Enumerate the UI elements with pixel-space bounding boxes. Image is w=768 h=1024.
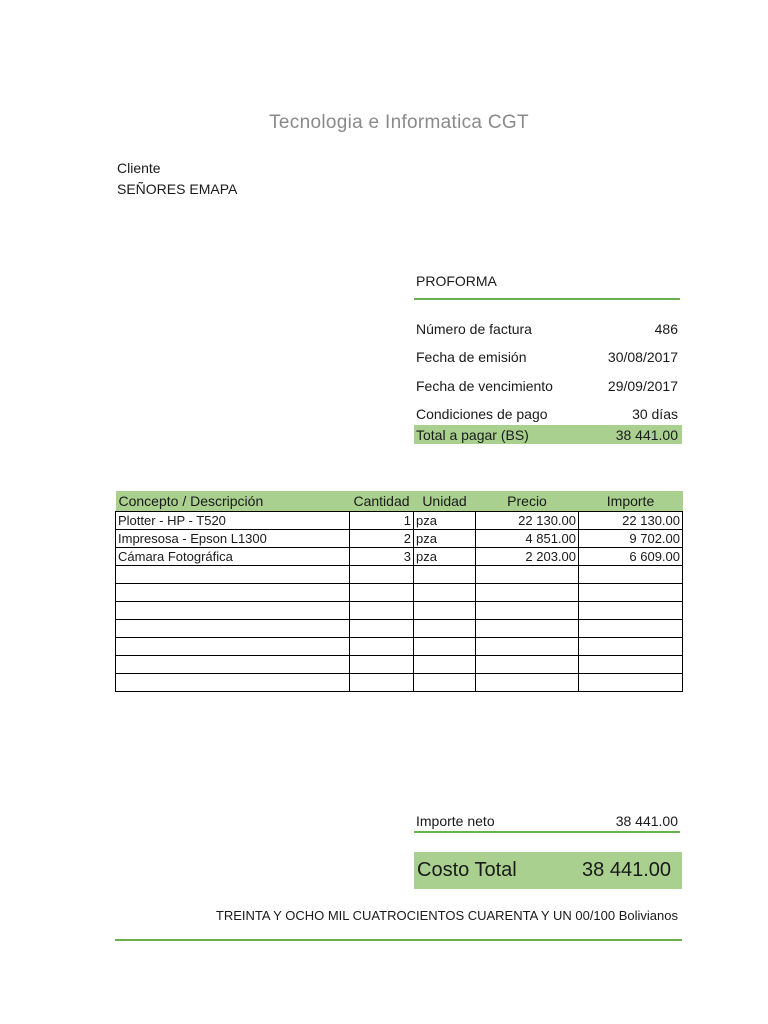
cell-concepto: Cámara Fotográfica (116, 548, 350, 566)
header-cantidad: Cantidad (350, 491, 414, 512)
header-unidad: Unidad (414, 491, 476, 512)
header-concepto: Concepto / Descripción (116, 491, 350, 512)
invoice-number-label: Número de factura (416, 321, 532, 337)
cell-importe (579, 620, 683, 638)
cell-importe (579, 674, 683, 692)
header-importe: Importe (579, 491, 683, 512)
payment-terms-row (416, 406, 678, 422)
total-cost-band (414, 852, 682, 889)
proforma-heading: PROFORMA (416, 273, 497, 289)
cell-importe (579, 584, 683, 602)
cell-importe (579, 566, 683, 584)
cell-unidad (414, 584, 476, 602)
table-row (116, 548, 683, 566)
cell-cantidad (350, 566, 414, 584)
cell-cantidad (350, 674, 414, 692)
due-date-row (416, 378, 678, 394)
cell-importe: 6 609.00 (579, 548, 683, 566)
footer-divider (115, 939, 682, 941)
table-row (116, 530, 683, 548)
cell-cantidad (350, 656, 414, 674)
cell-precio (476, 584, 579, 602)
client-label: Cliente (117, 160, 161, 176)
cell-importe: 9 702.00 (579, 530, 683, 548)
cell-precio (476, 638, 579, 656)
proforma-divider (414, 298, 680, 300)
cell-concepto (116, 602, 350, 620)
items-table (115, 491, 683, 692)
cell-concepto (116, 638, 350, 656)
net-amount-divider (414, 831, 680, 833)
cell-cantidad (350, 638, 414, 656)
total-due-value: 38 441.00 (615, 426, 678, 443)
net-amount-label: Importe neto (416, 813, 495, 829)
amount-in-words: TREINTA Y OCHO MIL CUATROCIENTOS CUARENTA Y UN 00/100 Bolivianos (215, 908, 678, 923)
cell-concepto (116, 566, 350, 584)
issue-date-row (416, 349, 678, 365)
cell-unidad (414, 656, 476, 674)
cell-cantidad (350, 602, 414, 620)
cell-unidad: pza (414, 512, 476, 530)
total-cost-label: Costo Total (417, 859, 517, 881)
cell-cantidad (350, 584, 414, 602)
cell-precio (476, 602, 579, 620)
cell-importe: 22 130.00 (579, 512, 683, 530)
due-date-value: 29/09/2017 (607, 378, 678, 394)
cell-concepto: Impresosa - Epson L1300 (116, 530, 350, 548)
cell-cantidad (350, 620, 414, 638)
total-cost-value: 38 441.00 (582, 859, 671, 881)
cell-concepto (116, 656, 350, 674)
cell-unidad (414, 674, 476, 692)
table-row (116, 602, 683, 620)
cell-importe (579, 602, 683, 620)
issue-date-value: 30/08/2017 (607, 349, 678, 365)
cell-cantidad: 3 (350, 548, 414, 566)
cell-importe (579, 638, 683, 656)
table-row (116, 566, 683, 584)
table-row (116, 512, 683, 530)
total-due-label: Total a pagar (BS) (416, 426, 529, 443)
cell-unidad (414, 602, 476, 620)
net-amount-value: 38 441.00 (615, 813, 678, 829)
table-row (116, 656, 683, 674)
cell-unidad (414, 566, 476, 584)
payment-terms-label: Condiciones de pago (416, 406, 548, 422)
cell-concepto (116, 674, 350, 692)
invoice-number-value: 486 (654, 321, 678, 337)
cell-precio (476, 566, 579, 584)
header-precio: Precio (476, 491, 579, 512)
cell-importe (579, 656, 683, 674)
cell-concepto (116, 620, 350, 638)
total-due-band (414, 425, 682, 444)
table-row (116, 620, 683, 638)
cell-unidad: pza (414, 530, 476, 548)
cell-unidad: pza (414, 548, 476, 566)
table-row (116, 584, 683, 602)
payment-terms-value: 30 días (632, 406, 678, 422)
issue-date-label: Fecha de emisión (416, 349, 527, 365)
cell-concepto (116, 584, 350, 602)
table-row (116, 674, 683, 692)
cell-concepto: Plotter - HP - T520 (116, 512, 350, 530)
cell-unidad (414, 638, 476, 656)
cell-precio (476, 674, 579, 692)
cell-precio: 22 130.00 (476, 512, 579, 530)
table-row (116, 638, 683, 656)
cell-precio: 4 851.00 (476, 530, 579, 548)
company-title: Tecnologia e Informatica CGT (269, 112, 529, 133)
cell-cantidad: 1 (350, 512, 414, 530)
table-header-row (116, 491, 683, 512)
cell-unidad (414, 620, 476, 638)
net-amount-row (416, 813, 678, 829)
invoice-number-row (416, 321, 678, 337)
due-date-label: Fecha de vencimiento (416, 378, 553, 394)
cell-precio (476, 656, 579, 674)
cell-precio: 2 203.00 (476, 548, 579, 566)
cell-precio (476, 620, 579, 638)
cell-cantidad: 2 (350, 530, 414, 548)
client-name: SEÑORES EMAPA (117, 181, 238, 197)
